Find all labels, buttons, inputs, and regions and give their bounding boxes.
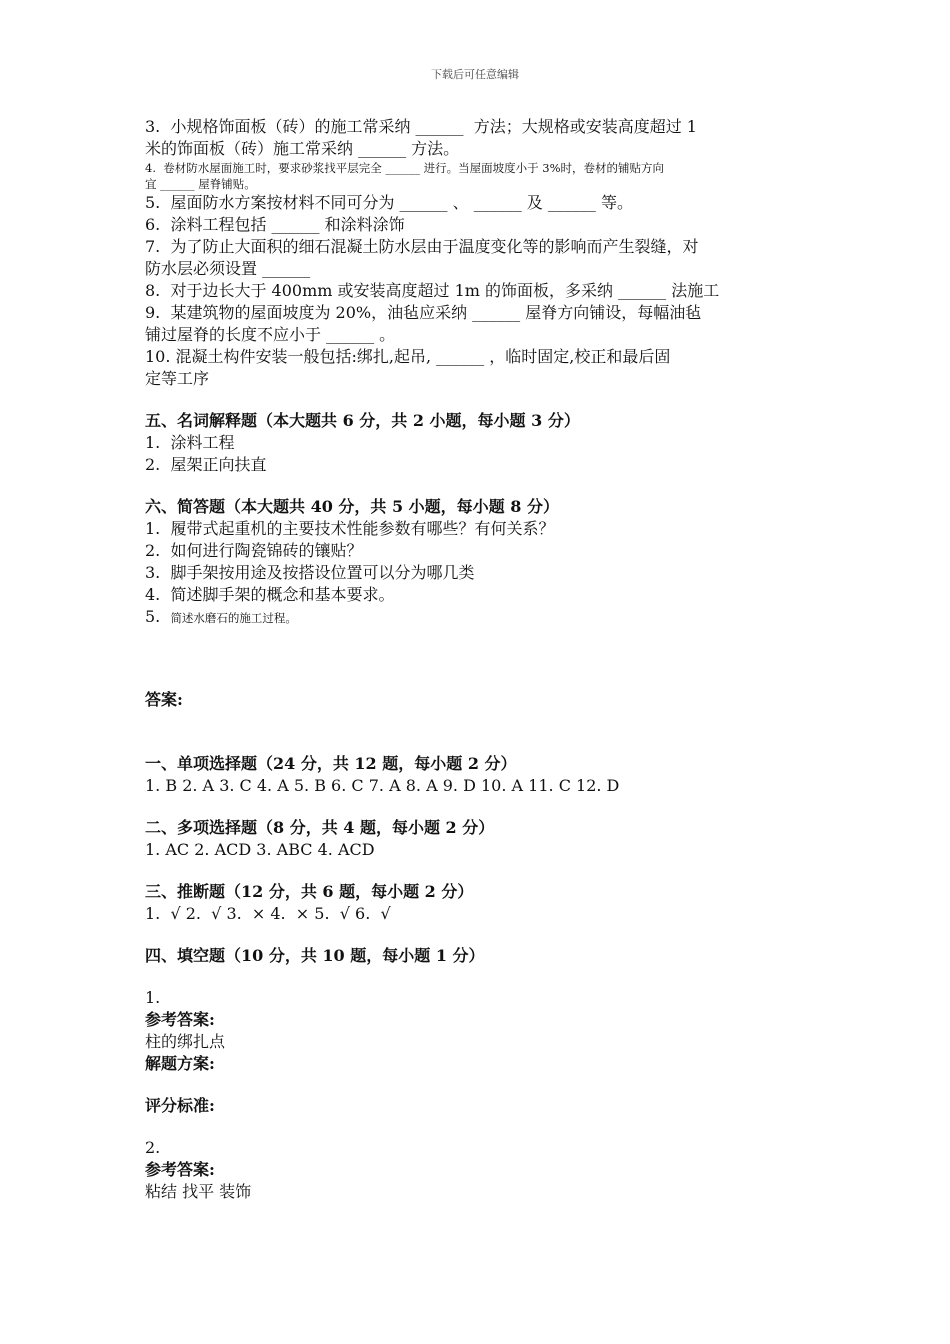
answer-q1-ref-label: 参考答案: xyxy=(145,1010,215,1029)
section6-title: 六、简答题（本大题共 40 分，共 5 小题，每小题 8 分） xyxy=(145,497,559,516)
fill-blank-q4-line1: 4. 卷材防水屋面施工时，要求砂浆找平层完全 ______ 进行。当屋面坡度小于 3%时，卷材的铺贴方向 xyxy=(145,161,664,175)
section6-item-4: 4. 简述脚手架的概念和基本要求。 xyxy=(145,585,395,604)
answer-section2-title: 二、多项选择题（8 分，共 4 题，每小题 2 分） xyxy=(145,818,495,837)
fill-blank-q8: 8. 对于边长大于 400mm 或安装高度超过 1m 的饰面板，多采纳 ______ 法施工 xyxy=(145,281,720,300)
fill-blank-q7-line2: 防水层必须设置 ______ xyxy=(145,259,311,278)
section6-item-5 xyxy=(145,606,805,629)
answer-q1-score-label: 评分标准: xyxy=(145,1096,215,1115)
fill-blank-q3-line1: 3. 小规格饰面板（砖）的施工常采纳 ______ 方法；大规格或安装高度超过 1 xyxy=(145,117,697,136)
answers-title: 答案: xyxy=(145,690,183,709)
section5-item-1: 1. 涂料工程 xyxy=(145,433,235,452)
answer-q2-text: 粘结 找平 装饰 xyxy=(145,1182,252,1201)
answer-section2-text: 1. AC 2. ACD 3. ABC 4. ACD xyxy=(145,840,375,859)
fill-blank-q7-line1: 7. 为了防止大面积的细石混凝土防水层由于温度变化等的影响而产生裂缝，对 xyxy=(145,237,699,256)
fill-blank-q10-line1: 10. 混凝土构件安装一般包括:绑扎,起吊, ______ ，临时固定,校正和最后固 xyxy=(145,347,671,366)
answer-q2-number: 2. xyxy=(145,1138,161,1157)
answer-section4-title: 四、填空题（10 分，共 10 题，每小题 1 分） xyxy=(145,946,485,965)
answer-q2-ref-label: 参考答案: xyxy=(145,1160,215,1179)
fill-blank-q4-line2: 宜 ______ 屋脊铺贴。 xyxy=(145,177,256,191)
fill-blank-q9-line1: 9. 某建筑物的屋面坡度为 20%，油毡应采纳 ______ 屋脊方向铺设，每幅油毡 xyxy=(145,303,702,322)
fill-blank-q5: 5. 屋面防水方案按材料不同可分为 ______ 、 ______ 及 ______ 等。 xyxy=(145,193,633,212)
fill-blank-q10-line2: 定等工序 xyxy=(145,369,210,388)
answer-q1-text: 柱的绑扎点 xyxy=(145,1032,226,1051)
answer-q1-solution-label: 解题方案: xyxy=(145,1054,215,1073)
section6-item-1: 1. 履带式起重机的主要技术性能参数有哪些？有何关系？ xyxy=(145,519,555,538)
section5-title: 五、名词解释题（本大题共 6 分，共 2 小题，每小题 3 分） xyxy=(145,411,580,430)
section5-item-2: 2. 屋架正向扶直 xyxy=(145,455,267,474)
section6-item-5-num: 5. xyxy=(145,607,161,626)
page-header: 下载后可任意编辑 xyxy=(431,68,519,81)
answer-q1-number: 1. xyxy=(145,988,161,1007)
section6-item-2: 2. 如何进行陶瓷锦砖的镶贴？ xyxy=(145,541,363,560)
answer-section3-text: 1. √ 2. √ 3. × 4. × 5. √ 6. √ xyxy=(145,904,391,923)
answer-section1-title: 一、单项选择题（24 分，共 12 题，每小题 2 分） xyxy=(145,754,517,773)
fill-blank-q6: 6. 涂料工程包括 ______ 和涂料涂饰 xyxy=(145,215,405,234)
fill-blank-q9-line2: 铺过屋脊的长度不应小于 ______ 。 xyxy=(145,325,396,344)
answer-section1-text: 1. B 2. A 3. C 4. A 5. B 6. C 7. A 8. A 9. D 10. A 11. C 12. D xyxy=(145,776,620,795)
answer-section3-title: 三、推断题（12 分，共 6 题，每小题 2 分） xyxy=(145,882,474,901)
document-body xyxy=(145,116,805,1203)
fill-blank-q3-line2: 米的饰面板（砖）施工常采纳 ______ 方法。 xyxy=(145,139,460,158)
section6-item-3: 3. 脚手架按用途及按搭设位置可以分为哪几类 xyxy=(145,563,475,582)
section6-item-5-text: 简述水磨石的施工过程。 xyxy=(170,611,297,625)
